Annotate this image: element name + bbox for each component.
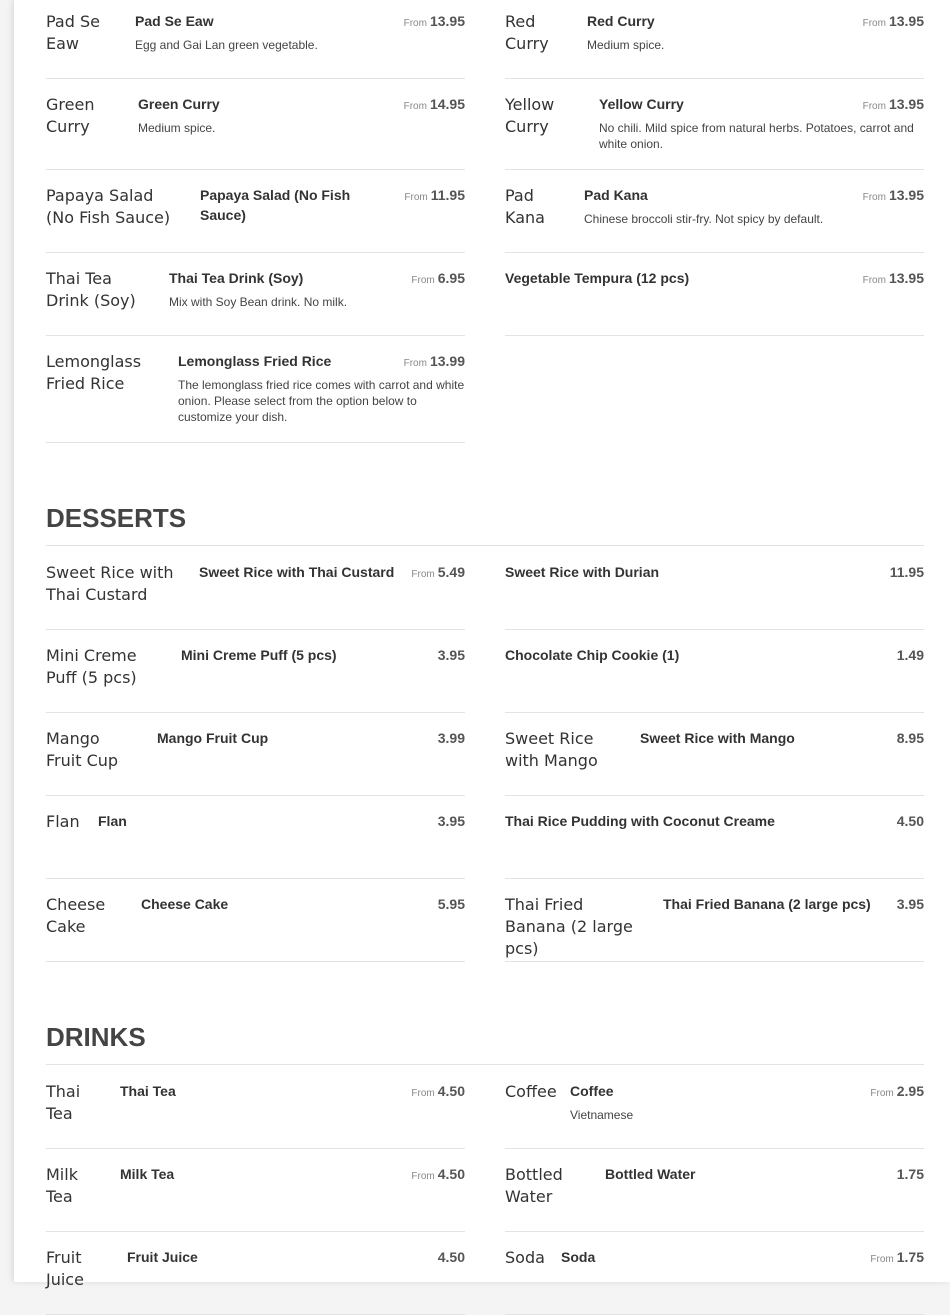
from-label: From bbox=[862, 192, 886, 203]
menu-item-card[interactable] bbox=[505, 268, 924, 336]
menu-item-card[interactable] bbox=[46, 11, 465, 79]
item-price: From 13.95 bbox=[862, 187, 924, 203]
item-image: Sweet Rice with Mango bbox=[505, 729, 598, 770]
item-price: 3.95 bbox=[437, 647, 465, 663]
menu-item-card[interactable] bbox=[505, 728, 924, 796]
item-price: From 13.95 bbox=[862, 13, 924, 29]
item-image: Yellow Curry bbox=[505, 95, 555, 136]
from-label: From bbox=[870, 1254, 894, 1265]
item-price: 1.49 bbox=[896, 647, 924, 663]
item-image: Sweet Rice with Thai Custard bbox=[46, 563, 174, 604]
section-title-desserts: DESSERTS bbox=[46, 503, 924, 546]
menu-item-card[interactable] bbox=[505, 1247, 924, 1315]
item-price: 3.95 bbox=[437, 813, 465, 829]
menu-item-card[interactable] bbox=[46, 94, 465, 170]
menu-item-card[interactable] bbox=[46, 562, 465, 630]
item-image: Mango Fruit Cup bbox=[46, 729, 119, 770]
menu-item-card[interactable] bbox=[505, 11, 924, 79]
menu-item-card[interactable] bbox=[46, 894, 465, 962]
item-description: Mix with Soy Bean drink. No milk. bbox=[169, 295, 348, 309]
item-name: Soda bbox=[561, 1249, 596, 1265]
menu-item-card[interactable] bbox=[505, 811, 924, 879]
item-image: Pad Se Eaw bbox=[46, 12, 100, 53]
item-image: Fruit Juice bbox=[46, 1248, 84, 1289]
menu-item-card[interactable] bbox=[505, 894, 924, 962]
from-label: From bbox=[404, 192, 428, 203]
item-name: Bottled Water bbox=[605, 1166, 696, 1182]
item-name: Fruit Juice bbox=[127, 1249, 198, 1265]
item-name: Mango Fruit Cup bbox=[157, 730, 269, 746]
item-image: Red Curry bbox=[505, 12, 549, 53]
menu-item-card[interactable] bbox=[46, 185, 465, 253]
from-label: From bbox=[862, 275, 886, 286]
item-description: Medium spice. bbox=[587, 38, 665, 52]
item-description: Egg and Gai Lan green vegetable. bbox=[135, 38, 318, 52]
item-image: Coffee bbox=[505, 1082, 557, 1101]
menu-item-card[interactable] bbox=[505, 1081, 924, 1149]
menu-item-card[interactable] bbox=[505, 645, 924, 713]
item-price: From 14.95 bbox=[403, 96, 465, 112]
item-price: From 13.95 bbox=[403, 13, 465, 29]
item-name: Sweet Rice with Durian bbox=[505, 564, 660, 580]
item-price: From 13.95 bbox=[862, 96, 924, 112]
item-name: Thai Tea bbox=[120, 1083, 176, 1099]
menu-item-card[interactable] bbox=[46, 268, 465, 336]
from-label: From bbox=[411, 569, 435, 580]
from-label: From bbox=[403, 358, 427, 369]
item-name: Vegetable Tempura (12 pcs) bbox=[505, 270, 690, 286]
item-price: From 13.99 bbox=[403, 353, 465, 369]
item-name: Thai Tea Drink (Soy) bbox=[169, 270, 304, 286]
item-name: Chocolate Chip Cookie (1) bbox=[505, 647, 680, 663]
from-label: From bbox=[411, 275, 435, 286]
item-image: Papaya Salad (No Fish Sauce) bbox=[46, 186, 171, 227]
item-price: 4.50 bbox=[437, 1249, 465, 1265]
menu-item-card[interactable] bbox=[46, 1247, 465, 1315]
item-price: From 11.95 bbox=[404, 187, 465, 203]
item-name: Mini Creme Puff (5 pcs) bbox=[181, 647, 337, 663]
menu-item-card[interactable] bbox=[505, 94, 924, 170]
item-price: From 1.75 bbox=[870, 1249, 924, 1265]
item-image: Bottled Water bbox=[505, 1165, 563, 1206]
item-price: 1.75 bbox=[896, 1166, 924, 1182]
item-name: Red Curry bbox=[587, 13, 655, 29]
item-image: Thai Tea Drink (Soy) bbox=[46, 269, 136, 310]
item-name: Sweet Rice with Mango bbox=[640, 730, 795, 746]
section-title-drinks: DRINKS bbox=[46, 1022, 924, 1065]
item-name: Lemonglass Fried Rice bbox=[178, 353, 332, 369]
menu-item-card[interactable] bbox=[46, 1081, 465, 1149]
menu-item-card[interactable] bbox=[46, 811, 465, 879]
item-name: Thai Fried Banana (2 large pcs) bbox=[663, 896, 871, 912]
menu-item-card[interactable] bbox=[46, 645, 465, 713]
item-image: Thai Fried Banana (2 large pcs) bbox=[505, 895, 633, 958]
item-price: 3.95 bbox=[896, 896, 924, 912]
item-price: 8.95 bbox=[896, 730, 924, 746]
from-label: From bbox=[862, 18, 886, 29]
from-label: From bbox=[403, 101, 427, 112]
item-image: Mini Creme Puff (5 pcs) bbox=[46, 646, 137, 687]
item-description: Vietnamese bbox=[570, 1108, 634, 1122]
menu-item-card[interactable] bbox=[46, 1164, 465, 1232]
item-price: From 4.50 bbox=[411, 1083, 465, 1099]
item-price: From 5.49 bbox=[411, 564, 465, 580]
item-name: Milk Tea bbox=[120, 1166, 175, 1182]
item-name: Yellow Curry bbox=[599, 96, 684, 112]
item-price: From 6.95 bbox=[411, 270, 465, 286]
item-image: Lemonglass Fried Rice bbox=[46, 352, 142, 393]
from-label: From bbox=[411, 1171, 435, 1182]
item-price: From 13.95 bbox=[862, 270, 924, 286]
item-price: From 4.50 bbox=[411, 1166, 465, 1182]
from-label: From bbox=[862, 101, 886, 112]
item-name: Flan bbox=[98, 813, 127, 829]
item-name: Coffee bbox=[570, 1083, 614, 1099]
item-name: Green Curry bbox=[138, 96, 220, 112]
item-price: 3.99 bbox=[437, 730, 465, 746]
item-description: No chili. Mild spice from natural herbs. Potatoes, carrot and white onion. bbox=[599, 121, 914, 151]
item-name: Sweet Rice with Thai Custard bbox=[199, 564, 395, 580]
menu-item-card[interactable] bbox=[505, 185, 924, 253]
item-price: 5.95 bbox=[437, 896, 465, 912]
item-price: 11.95 bbox=[889, 564, 924, 580]
item-description: Medium spice. bbox=[138, 121, 216, 135]
from-label: From bbox=[403, 18, 427, 29]
item-name: Cheese Cake bbox=[141, 896, 229, 912]
item-name: Thai Rice Pudding with Coconut Creame bbox=[505, 813, 775, 829]
menu-item-card[interactable] bbox=[505, 1164, 924, 1232]
item-name: Pad Se Eaw bbox=[135, 13, 214, 29]
item-image: Cheese Cake bbox=[46, 895, 106, 936]
menu-item-card[interactable] bbox=[46, 351, 465, 443]
item-image: Pad Kana bbox=[505, 186, 545, 227]
item-name: Papaya Salad (No Fish Sauce) bbox=[200, 187, 351, 223]
from-label: From bbox=[411, 1088, 435, 1099]
item-image: Milk Tea bbox=[46, 1165, 78, 1206]
item-price: 4.50 bbox=[896, 813, 924, 829]
menu-item-card[interactable] bbox=[505, 562, 924, 630]
item-image: Soda bbox=[505, 1248, 545, 1267]
item-name: Pad Kana bbox=[584, 187, 648, 203]
item-image: Flan bbox=[46, 812, 80, 831]
menu-item-card[interactable] bbox=[46, 728, 465, 796]
item-description: Chinese broccoli stir-fry. Not spicy by default. bbox=[584, 212, 824, 226]
item-price: From 2.95 bbox=[870, 1083, 924, 1099]
item-image: Green Curry bbox=[46, 95, 95, 136]
from-label: From bbox=[870, 1088, 894, 1099]
item-image: Thai Tea bbox=[46, 1082, 81, 1123]
item-description: The lemonglass fried rice comes with carrot and white onion. Please select from the option below to customize your dish. bbox=[178, 378, 465, 424]
